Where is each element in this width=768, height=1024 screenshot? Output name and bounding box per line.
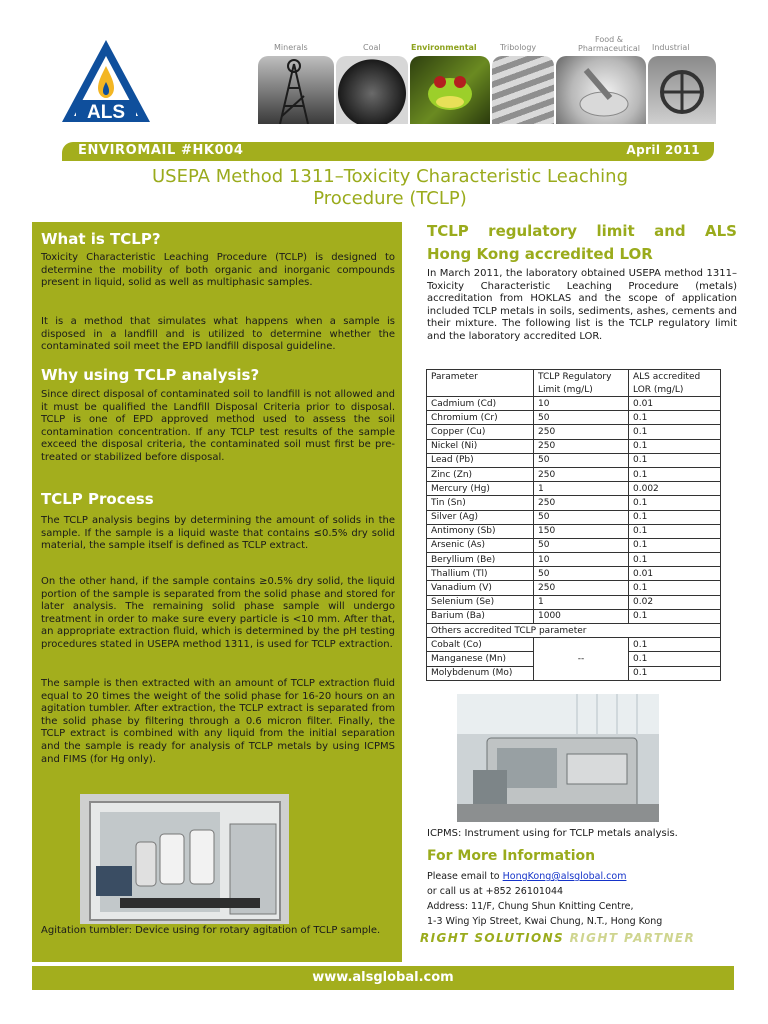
phone-line: or call us at +852 26101044 xyxy=(427,886,564,897)
cell-parameter: Cadmium (Cd) xyxy=(427,397,534,411)
cell-limit: 50 xyxy=(534,510,629,524)
cell-parameter: Mercury (Hg) xyxy=(427,482,534,496)
table-row xyxy=(427,638,721,652)
cell-limit: 250 xyxy=(534,496,629,510)
footer-bar xyxy=(32,966,734,990)
minerals-photo xyxy=(258,56,334,124)
table-row xyxy=(427,510,721,524)
table-header-row xyxy=(427,370,721,397)
cell-limit: 150 xyxy=(534,524,629,538)
cell-lor: 0.1 xyxy=(629,439,721,453)
coal-photo xyxy=(336,56,408,124)
left-column xyxy=(32,222,402,962)
process-heading: TCLP Process xyxy=(41,490,154,508)
address-line-1: Address: 11/F, Chung Shun Knitting Centre, xyxy=(427,901,634,912)
cell-lor: 0.1 xyxy=(629,496,721,510)
cell-parameter: Vanadium (V) xyxy=(427,581,534,595)
what-paragraph-2: It is a method that simulates what happens when a sample is disposed in a landfill and is utilized to determine whether the contaminated soil meet the EPD landfill disposal guideline. xyxy=(41,316,395,353)
email-link[interactable]: HongKong@alsglobal.com xyxy=(502,871,627,882)
cell-limit: 250 xyxy=(534,467,629,481)
col-header-parameter: Parameter xyxy=(427,370,534,397)
cell-lor: 0.1 xyxy=(629,581,721,595)
regulatory-heading: TCLP regulatory limit and ALS Hong Kong accredited LOR xyxy=(427,222,737,263)
cell-lor: 0.002 xyxy=(629,482,721,496)
cell-lor: 0.1 xyxy=(629,524,721,538)
lor-table-body xyxy=(427,397,721,681)
cell-parameter: Beryllium (Be) xyxy=(427,553,534,567)
table-row xyxy=(427,609,721,623)
cell-parameter: Lead (Pb) xyxy=(427,453,534,467)
tribology-photo xyxy=(492,56,554,124)
why-paragraph: Since direct disposal of contaminated soil to landfill is not allowed and it must be qualified the Landfill Disposal Criteria prior to disposal. TCLP is one of EPD approved method used to assess the soil contamination concentration. If any TCLP test results of the sample exceed the disposal criteria, the contaminated soil must first be pre-treated or stabilized before disposal. xyxy=(41,389,395,463)
cell-limit: 10 xyxy=(534,397,629,411)
table-row xyxy=(427,496,721,510)
cell-lor: 0.1 xyxy=(629,666,721,680)
cell-limit: 250 xyxy=(534,439,629,453)
cell-parameter: Selenium (Se) xyxy=(427,595,534,609)
cell-parameter: Chromium (Cr) xyxy=(427,411,534,425)
slogan-part-2: RIGHT PARTNER xyxy=(569,931,696,945)
cell-parameter: Thallium (Tl) xyxy=(427,567,534,581)
why-heading: Why using TCLP analysis? xyxy=(41,366,260,384)
als-logo xyxy=(58,38,154,126)
cell-lor: 0.01 xyxy=(629,397,721,411)
cell-parameter: Manganese (Mn) xyxy=(427,652,534,666)
category-environmental[interactable]: Environmental xyxy=(411,43,477,52)
process-paragraph-2: On the other hand, if the sample contains ≥0.5% dry solid, the liquid portion of the sample is separated from the solid phase and stored for later analysis. The remaining solid phase sample will undergo treatment in order to make sure every particle is <10 mm. After that, an appropriate extraction fluid, which is determined by the pH testing procedures stated in USEPA method 1311, is used for TCLP extraction. xyxy=(41,576,395,650)
table-row xyxy=(427,567,721,581)
cell-lor: 0.1 xyxy=(629,553,721,567)
cell-parameter: Molybdenum (Mo) xyxy=(427,666,534,680)
category-photo-strip xyxy=(258,56,716,124)
cell-parameter: Zinc (Zn) xyxy=(427,467,534,481)
others-row xyxy=(427,624,721,638)
cell-lor: 0.1 xyxy=(629,453,721,467)
lor-table xyxy=(426,369,721,681)
category-industrial[interactable]: Industrial xyxy=(652,43,690,52)
page-title xyxy=(60,166,720,210)
table-row xyxy=(427,595,721,609)
address-line-2: 1-3 Wing Yip Street, Kwai Chung, N.T., Hong Kong xyxy=(427,916,663,927)
cell-lor: 0.01 xyxy=(629,567,721,581)
industrial-photo xyxy=(648,56,716,124)
cell-lor: 0.1 xyxy=(629,652,721,666)
cell-lor: 0.1 xyxy=(629,425,721,439)
category-minerals[interactable]: Minerals xyxy=(274,43,308,52)
cell-limit: 1000 xyxy=(534,609,629,623)
cell-parameter: Copper (Cu) xyxy=(427,425,534,439)
cell-lor: 0.1 xyxy=(629,510,721,524)
regulatory-paragraph: In March 2011, the laboratory obtained USEPA method 1311–Toxicity Characteristic Leaching Procedure (metals) accreditation from HOKLAS and the scope of application included TCLP metals in soils, sediments, ashes, cements and their mixture. The following list is the TCLP regulatory limit and the laboratory accredited LOR. xyxy=(427,268,737,342)
process-paragraph-1: The TCLP analysis begins by determining the amount of solids in the sample. If the sample is a liquid waste that contains ≤0.5% dry solid material, the sample itself is defined as TCLP extract. xyxy=(41,515,395,552)
cell-limit: 10 xyxy=(534,553,629,567)
table-row xyxy=(427,453,721,467)
more-info-heading: For More Information xyxy=(427,848,596,864)
website-link[interactable]: www.alsglobal.com xyxy=(312,970,454,985)
icpms-photo xyxy=(457,694,659,822)
slogan xyxy=(420,931,695,945)
cell-limit: 50 xyxy=(534,567,629,581)
table-row xyxy=(427,581,721,595)
category-food-pharma[interactable]: Food & Pharmaceutical xyxy=(578,35,640,53)
cell-parameter: Barium (Ba) xyxy=(427,609,534,623)
cell-parameter: Antimony (Sb) xyxy=(427,524,534,538)
icpms-caption: ICPMS: Instrument using for TCLP metals analysis. xyxy=(427,828,678,839)
cell-parameter: Tin (Sn) xyxy=(427,496,534,510)
what-heading: What is TCLP? xyxy=(41,230,161,248)
agitation-tumbler-photo xyxy=(80,794,289,924)
cell-lor: 0.1 xyxy=(629,467,721,481)
cell-parameter: Nickel (Ni) xyxy=(427,439,534,453)
cell-limit: 250 xyxy=(534,581,629,595)
table-row xyxy=(427,411,721,425)
table-row xyxy=(427,425,721,439)
table-row xyxy=(427,538,721,552)
newsletter-date: April 2011 xyxy=(626,143,700,157)
cell-limit-none: -- xyxy=(534,638,629,681)
process-paragraph-3: The sample is then extracted with an amount of TCLP extraction fluid equal to 20 times the weight of the solid phase for 16-20 hours on an agitation tumbler. After extraction, the TCLP extract is separated from the solid phase by filtering through a 0.6 micron filter. Finally, the TCLP extract is combined with any liquid from the initial separation and the sample is ready for analysis of TCLP metals by using ICPMS and FIMS (for Hg only). xyxy=(41,678,395,765)
cell-parameter: Silver (Ag) xyxy=(427,510,534,524)
cell-limit: 50 xyxy=(534,538,629,552)
cell-lor: 0.1 xyxy=(629,538,721,552)
cell-lor: 0.1 xyxy=(629,411,721,425)
tumbler-caption: Agitation tumbler: Device using for rotary agitation of TCLP sample. xyxy=(41,925,381,936)
table-row xyxy=(427,397,721,411)
table-row xyxy=(427,524,721,538)
cell-parameter: Arsenic (As) xyxy=(427,538,534,552)
title-line-1: USEPA Method 1311–Toxicity Characteristic Leaching xyxy=(151,166,628,187)
col-header-limit: TCLP Regulatory Limit (mg/L) xyxy=(534,370,629,397)
cell-limit: 250 xyxy=(534,425,629,439)
category-coal[interactable]: Coal xyxy=(363,43,381,52)
newsletter-bar xyxy=(62,142,714,161)
table-row xyxy=(427,553,721,567)
cell-limit: 1 xyxy=(534,482,629,496)
food-pharma-photo xyxy=(556,56,646,124)
newsletter-ref: ENVIROMAIL #HK004 xyxy=(78,143,244,158)
cell-lor: 0.02 xyxy=(629,595,721,609)
contact-block xyxy=(427,869,662,929)
category-tribology[interactable]: Tribology xyxy=(500,43,537,52)
cell-limit: 1 xyxy=(534,595,629,609)
cell-limit: 50 xyxy=(534,411,629,425)
cell-lor: 0.1 xyxy=(629,609,721,623)
table-row xyxy=(427,467,721,481)
slogan-part-1: RIGHT SOLUTIONS xyxy=(420,931,565,945)
others-label: Others accredited TCLP parameter xyxy=(427,624,721,638)
cell-lor: 0.1 xyxy=(629,638,721,652)
table-row xyxy=(427,439,721,453)
logo-text: ALS xyxy=(87,102,125,123)
environmental-photo xyxy=(410,56,490,124)
cell-limit: 50 xyxy=(534,453,629,467)
cell-parameter: Cobalt (Co) xyxy=(427,638,534,652)
col-header-lor: ALS accredited LOR (mg/L) xyxy=(629,370,721,397)
title-line-2: Procedure (TCLP) xyxy=(313,188,467,209)
email-line: Please email to HongKong@alsglobal.com xyxy=(427,871,627,882)
table-row xyxy=(427,482,721,496)
what-paragraph-1: Toxicity Characteristic Leaching Procedure (TCLP) is designed to determine the mobility of both organic and inorganic compounds present in liquid, solid as well as multiphasic samples. xyxy=(41,252,395,289)
